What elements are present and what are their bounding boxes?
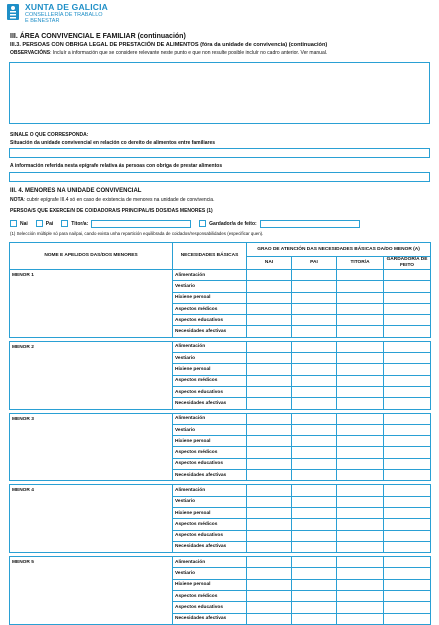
gardador-label: Gardador/a de feito: [209,220,257,227]
grado-cell-nai[interactable] [247,530,292,541]
grado-cell-nai[interactable] [247,458,292,469]
grado-cell-gardador[interactable] [384,507,431,518]
grado-cell-pai[interactable] [292,341,337,352]
grado-cell-titor[interactable] [337,292,384,303]
need-label: Necesidades afectivas [173,470,247,481]
grado-cell-titor[interactable] [337,326,384,337]
nota-description: : cubrir epígrafe III.4 só en caso de existencia de menores na unidade de convivencia. [23,197,215,203]
grado-cell-nai[interactable] [247,557,292,568]
section-3-4-title: III. 4. MENORES NA UNIDADE CONVIVENCIAL [10,188,142,194]
grado-cell-pai[interactable] [292,315,337,326]
grado-cell-titor[interactable] [337,458,384,469]
grado-cell-titor[interactable] [337,557,384,568]
grado-cell-nai[interactable] [247,281,292,292]
grado-cell-gardador[interactable] [384,364,431,375]
persoas-label: PERSOA/S QUE EXERCE/N DE COIDADORA/S PRINCIPAL/IS DOS/DAS MENORES (1) [10,208,213,214]
grado-cell-nai[interactable] [247,602,292,613]
need-label: Alimentación [173,270,247,281]
grado-cell-nai[interactable] [247,424,292,435]
need-label: Hixiene persoal [173,364,247,375]
pai-checkbox[interactable] [36,220,43,227]
grado-cell-titor[interactable] [337,485,384,496]
grado-cell-pai[interactable] [292,270,337,281]
grado-cell-nai[interactable] [247,541,292,552]
need-label: Aspectos médicos [173,591,247,602]
need-label: Hixiene persoal [173,507,247,518]
caregiver-options [10,219,368,228]
need-label: Aspectos educativos [173,602,247,613]
grado-cell-titor[interactable] [337,530,384,541]
need-label: Alimentación [173,485,247,496]
grado-cell-pai[interactable] [292,413,337,424]
need-label: Hixiene persoal [173,579,247,590]
org-name: XUNTA DE GALICIA [25,2,109,12]
nai-checkbox[interactable] [10,220,17,227]
page-header [6,3,108,25]
grado-cell-pai[interactable] [292,541,337,552]
need-label: Vestiario [173,568,247,579]
grado-cell-gardador[interactable] [384,447,431,458]
grado-cell-titor[interactable] [337,541,384,552]
grado-cell-gardador[interactable] [384,281,431,292]
org-block [25,3,108,24]
grado-cell-gardador[interactable] [384,436,431,447]
titor-checkbox[interactable] [61,220,68,227]
option-gardador[interactable] [199,220,257,227]
grado-cell-pai[interactable] [292,353,337,364]
grado-cell-gardador[interactable] [384,270,431,281]
situacion-label: Situación da unidade convivencial en relación co dereito de alimentos entre familiares [10,140,216,146]
grado-cell-nai[interactable] [247,413,292,424]
grado-cell-pai[interactable] [292,398,337,409]
grado-cell-pai[interactable] [292,485,337,496]
grado-cell-gardador[interactable] [384,496,431,507]
grado-cell-titor[interactable] [337,579,384,590]
org-dept-1: CONSELLERÍA DE TRABALLO [25,12,103,18]
need-label: Vestiario [173,353,247,364]
grado-cell-gardador[interactable] [384,530,431,541]
grado-cell-gardador[interactable] [384,353,431,364]
grado-cell-titor[interactable] [337,386,384,397]
grado-cell-pai[interactable] [292,303,337,314]
grado-cell-nai[interactable] [247,375,292,386]
table-row [10,485,431,496]
grado-cell-gardador[interactable] [384,602,431,613]
col-header-nai: NAI [247,257,292,270]
grado-cell-nai[interactable] [247,496,292,507]
nai-label: Nai [20,220,28,227]
grado-cell-gardador[interactable] [384,458,431,469]
observations-text [10,50,327,56]
grado-cell-titor[interactable] [337,315,384,326]
col-header-grado: GRAO DE ATENCIÓN DAS NECESIDADES BÁSICAS DA/DO MENOR (A) [247,243,431,257]
grado-cell-pai[interactable] [292,530,337,541]
grado-cell-titor[interactable] [337,281,384,292]
grado-cell-nai[interactable] [247,447,292,458]
grado-cell-pai[interactable] [292,364,337,375]
grado-cell-gardador[interactable] [384,303,431,314]
grado-cell-nai[interactable] [247,315,292,326]
grado-cell-nai[interactable] [247,519,292,530]
minor-name-cell[interactable]: MENOR 5 [10,557,173,625]
grado-cell-pai[interactable] [292,507,337,518]
grado-cell-titor[interactable] [337,303,384,314]
grado-cell-pai[interactable] [292,326,337,337]
grado-cell-pai[interactable] [292,447,337,458]
need-label: Aspectos educativos [173,315,247,326]
grado-cell-titor[interactable] [337,602,384,613]
grado-cell-pai[interactable] [292,568,337,579]
section-3-3-title: III.3. PERSOAS CON OBRIGA LEGAL DE PRESTACIÓN DE ALIMENTOS (fóra da unidade de convivencia) (continuación) [10,42,328,48]
grado-cell-nai[interactable] [247,591,292,602]
option-nai[interactable] [10,220,28,227]
grado-cell-gardador[interactable] [384,557,431,568]
grado-cell-pai[interactable] [292,424,337,435]
gardador-checkbox[interactable] [199,220,206,227]
grado-cell-titor[interactable] [337,568,384,579]
grado-cell-pai[interactable] [292,602,337,613]
situacion-field[interactable] [9,148,430,158]
col-header-titor: TITOR/A [337,257,384,270]
grado-cell-nai[interactable] [247,353,292,364]
grado-cell-nai[interactable] [247,326,292,337]
grado-cell-titor[interactable] [337,270,384,281]
grado-cell-titor[interactable] [337,364,384,375]
grado-cell-titor[interactable] [337,519,384,530]
col-header-pai: PAI [292,257,337,270]
grado-cell-gardador[interactable] [384,326,431,337]
nota-text [10,197,214,203]
grado-cell-titor[interactable] [337,613,384,624]
titor-label: Titor/a: [71,220,89,227]
grado-cell-nai[interactable] [247,303,292,314]
observations-textarea[interactable] [9,62,430,124]
grado-cell-gardador[interactable] [384,424,431,435]
table-row [10,341,431,352]
grado-cell-titor[interactable] [337,496,384,507]
grado-cell-nai[interactable] [247,364,292,375]
minor-name-cell[interactable]: MENOR 4 [10,485,173,553]
option-pai[interactable] [36,220,54,227]
nota-label: NOTA [10,197,24,203]
grado-cell-titor[interactable] [337,507,384,518]
grado-cell-titor[interactable] [337,470,384,481]
need-label: Vestiario [173,424,247,435]
observations-label: OBSERVACIÓNS [10,50,51,56]
grado-cell-gardador[interactable] [384,591,431,602]
need-label: Aspectos educativos [173,386,247,397]
gardador-field[interactable] [260,220,360,228]
titor-field[interactable] [91,220,191,228]
org-dept-2: E BENESTAR [25,18,60,24]
grado-cell-gardador[interactable] [384,485,431,496]
grado-cell-gardador[interactable] [384,519,431,530]
grado-cell-gardador[interactable] [384,292,431,303]
table-row [10,270,431,281]
minor-name-cell[interactable]: MENOR 3 [10,413,173,481]
grado-cell-titor[interactable] [337,591,384,602]
need-label: Necesidades afectivas [173,398,247,409]
grado-cell-nai[interactable] [247,568,292,579]
grado-cell-gardador[interactable] [384,470,431,481]
grado-cell-gardador[interactable] [384,613,431,624]
grado-cell-gardador[interactable] [384,341,431,352]
grado-cell-gardador[interactable] [384,568,431,579]
grado-cell-pai[interactable] [292,613,337,624]
grado-cell-nai[interactable] [247,485,292,496]
grado-cell-nai[interactable] [247,436,292,447]
footnote: (1) Selección múltiple só para nai/pai, cando exista unha repartición equilibrada de coidados/responsabilidades (especificar quen). [10,231,264,236]
minor-name-cell[interactable]: MENOR 1 [10,270,173,338]
need-label: Hixiene persoal [173,292,247,303]
need-label: Aspectos médicos [173,375,247,386]
grado-cell-gardador[interactable] [384,413,431,424]
section-3-title: III. ÁREA CONVIVENCIAL E FAMILIAR (continuación) [10,33,186,40]
xunta-logo-icon [6,3,20,21]
grado-cell-nai[interactable] [247,292,292,303]
grado-cell-titor[interactable] [337,375,384,386]
info-field[interactable] [9,172,430,182]
observations-description: : Incluír a información que se considere relevante neste punto e que non resulte posible incluír no cadro anterior. Ver manual. [50,50,328,56]
grado-cell-nai[interactable] [247,470,292,481]
grado-cell-titor[interactable] [337,436,384,447]
grado-cell-titor[interactable] [337,398,384,409]
grado-cell-pai[interactable] [292,519,337,530]
table-row [10,557,431,568]
need-label: Alimentación [173,557,247,568]
col-header-name: NOME E APELIDOS DAS/DOS MENORES [10,243,173,270]
need-label: Aspectos médicos [173,303,247,314]
option-titor[interactable] [61,220,88,227]
need-label: Aspectos médicos [173,519,247,530]
grado-cell-gardador[interactable] [384,386,431,397]
minors-table-body [10,270,431,625]
grado-cell-gardador[interactable] [384,375,431,386]
minor-name-cell[interactable]: MENOR 2 [10,341,173,409]
info-label: A información referida nesta epígrafe relativa ás persoas con obriga de prestar alimentos [10,163,223,169]
grado-cell-pai[interactable] [292,292,337,303]
grado-cell-nai[interactable] [247,579,292,590]
grado-cell-titor[interactable] [337,413,384,424]
need-label: Alimentación [173,341,247,352]
minors-table [9,242,431,625]
grado-cell-pai[interactable] [292,591,337,602]
col-header-needs: NECESIDADES BÁSICAS [173,243,247,270]
grado-cell-pai[interactable] [292,557,337,568]
grado-cell-pai[interactable] [292,386,337,397]
grado-cell-nai[interactable] [247,341,292,352]
grado-cell-pai[interactable] [292,375,337,386]
grado-cell-gardador[interactable] [384,315,431,326]
grado-cell-titor[interactable] [337,341,384,352]
grado-cell-pai[interactable] [292,579,337,590]
need-label: Aspectos educativos [173,458,247,469]
grado-cell-gardador[interactable] [384,541,431,552]
need-label: Vestiario [173,496,247,507]
grado-cell-pai[interactable] [292,458,337,469]
need-label: Vestiario [173,281,247,292]
grado-cell-pai[interactable] [292,436,337,447]
need-label: Hixiene persoal [173,436,247,447]
grado-cell-pai[interactable] [292,496,337,507]
sinale-label: SINALE O QUE CORRESPONDA: [10,132,89,138]
need-label: Alimentación [173,413,247,424]
table-row [10,413,431,424]
need-label: Aspectos médicos [173,447,247,458]
need-label: Aspectos educativos [173,530,247,541]
grado-cell-gardador[interactable] [384,579,431,590]
need-label: Necesidades afectivas [173,541,247,552]
grado-cell-nai[interactable] [247,270,292,281]
pai-label: Pai [45,220,54,227]
grado-cell-nai[interactable] [247,507,292,518]
need-label: Necesidades afectivas [173,613,247,624]
grado-cell-pai[interactable] [292,470,337,481]
grado-cell-titor[interactable] [337,447,384,458]
col-header-gardador: GARDADOR/A DE FEITO [384,257,431,270]
grado-cell-gardador[interactable] [384,398,431,409]
grado-cell-nai[interactable] [247,398,292,409]
grado-cell-nai[interactable] [247,386,292,397]
grado-cell-titor[interactable] [337,353,384,364]
grado-cell-titor[interactable] [337,424,384,435]
need-label: Necesidades afectivas [173,326,247,337]
grado-cell-pai[interactable] [292,281,337,292]
grado-cell-nai[interactable] [247,613,292,624]
